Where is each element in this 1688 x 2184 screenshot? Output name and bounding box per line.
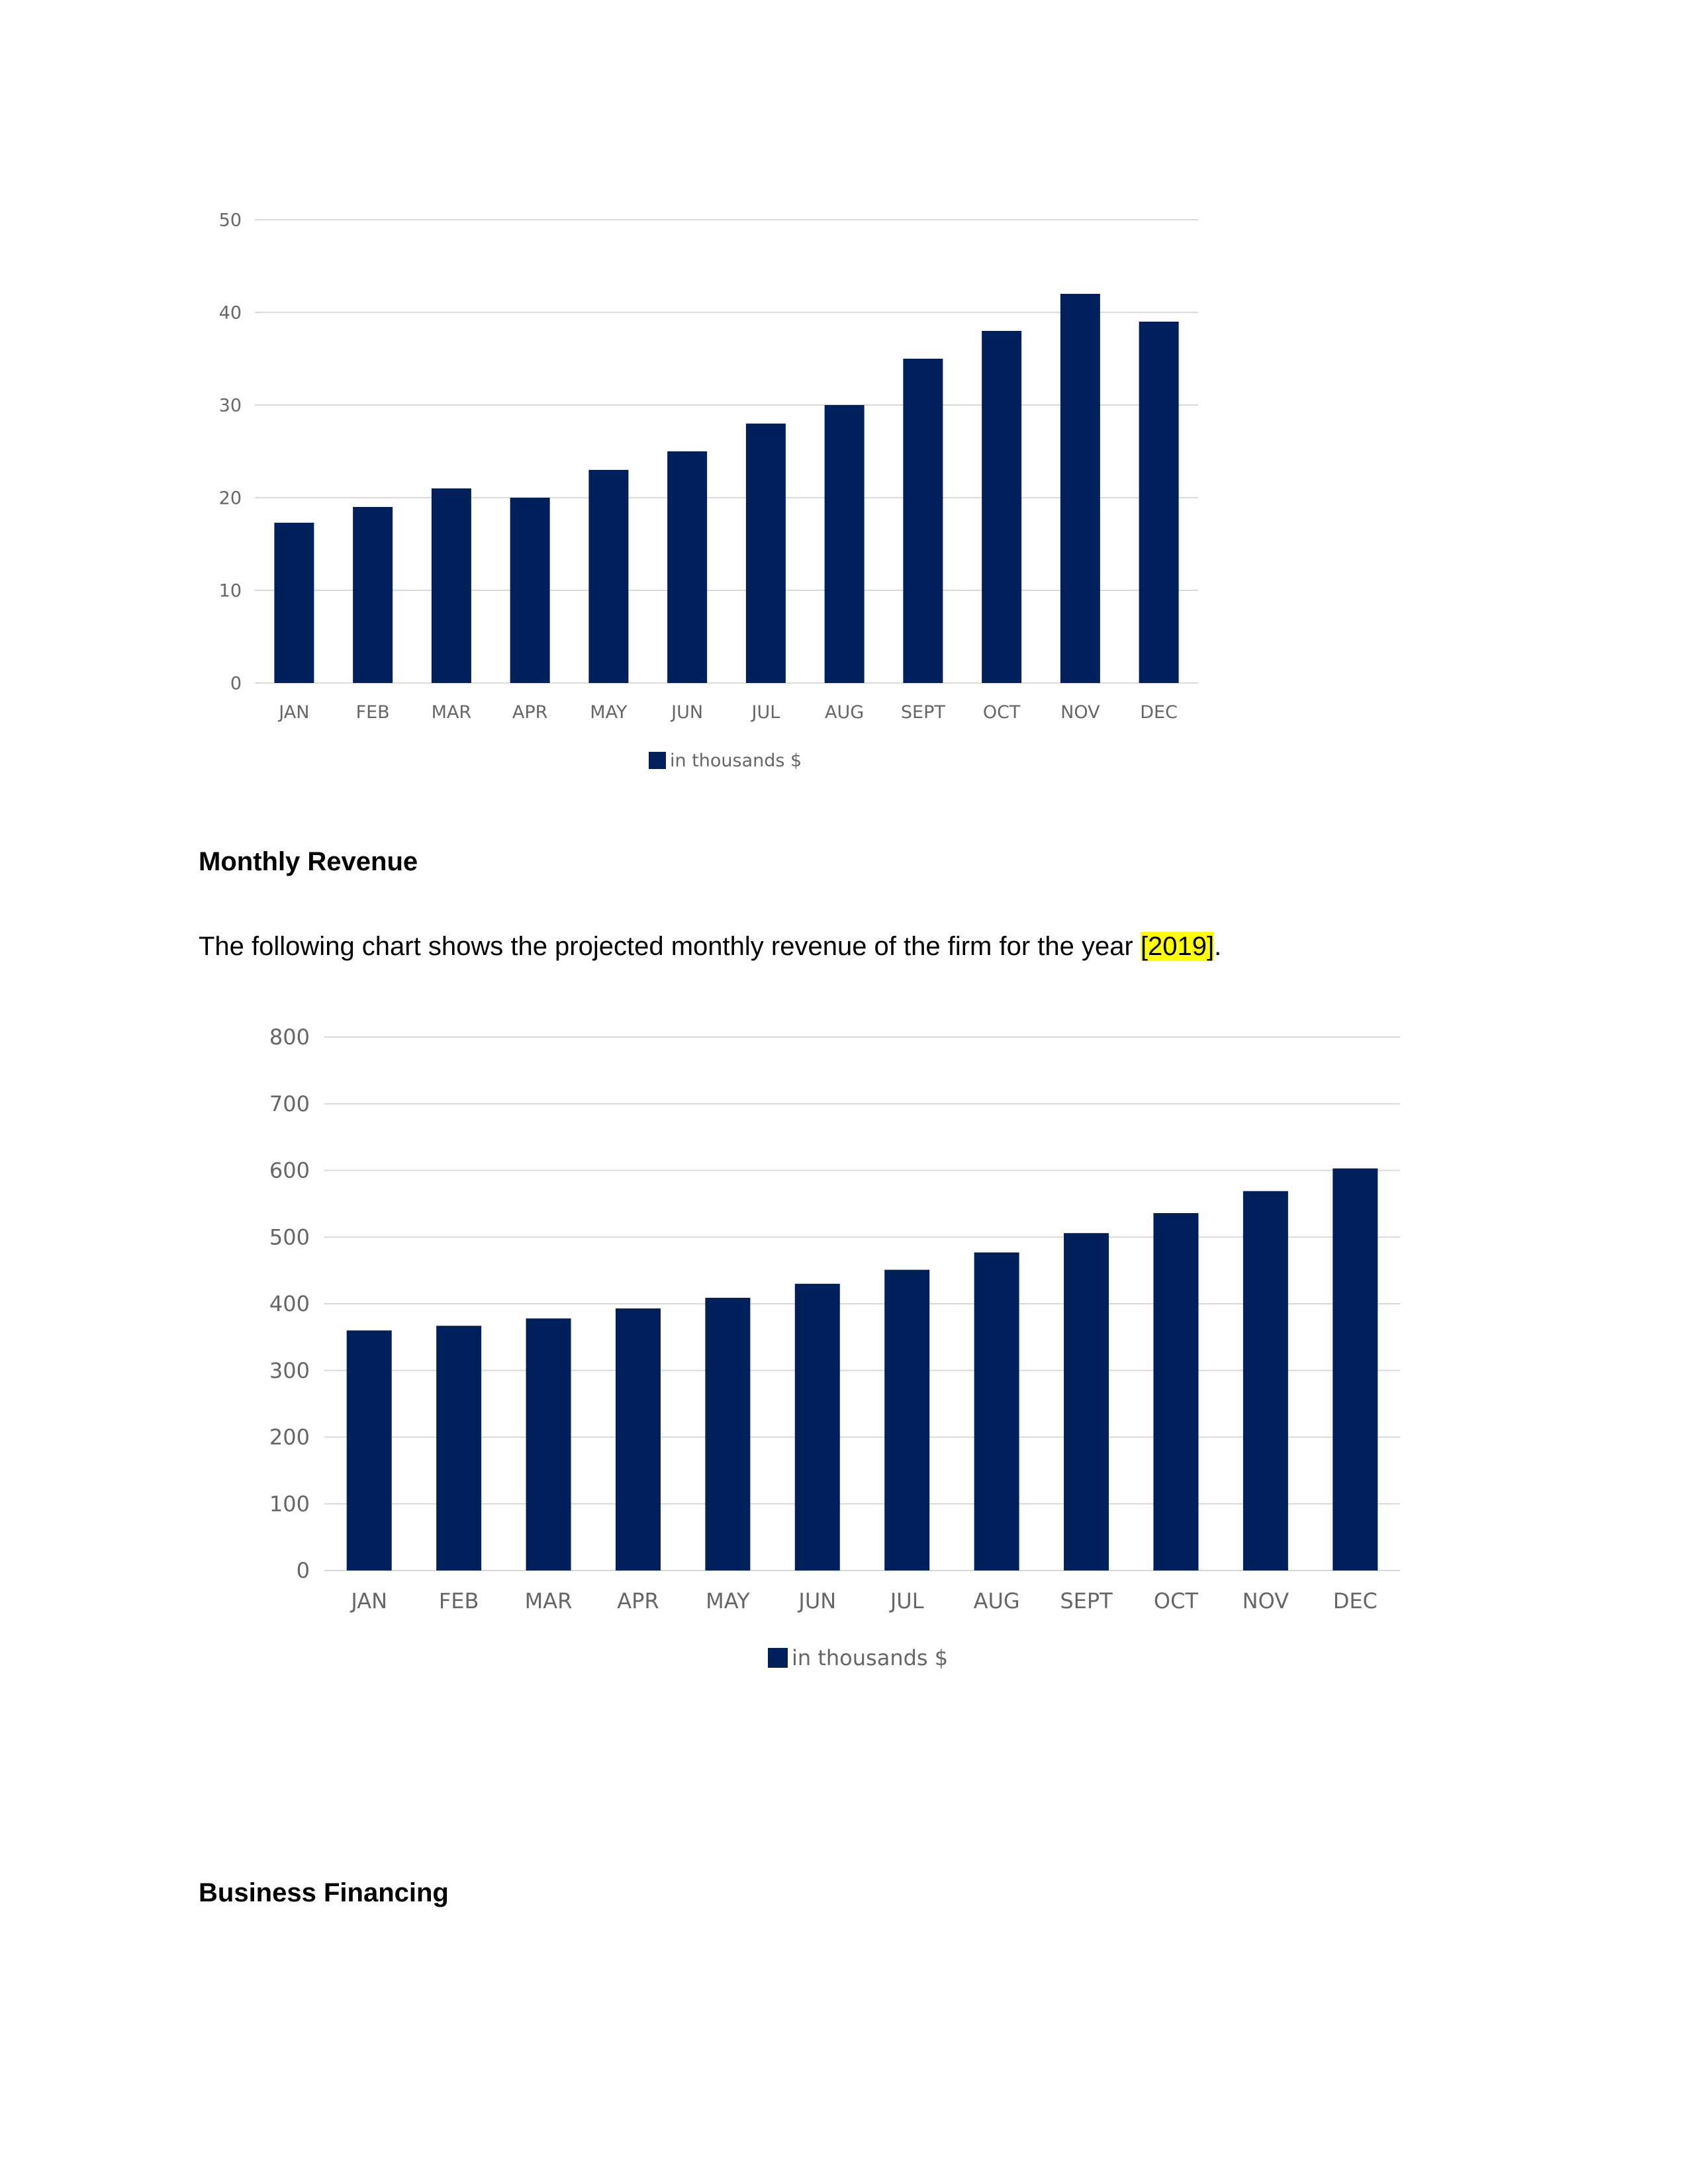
y-tick-label: 200 [269,1424,310,1450]
y-tick-label: 20 [218,488,242,509]
bar-oct [1153,1213,1198,1570]
bar-may [705,1298,750,1570]
x-tick-label: APR [512,702,548,723]
x-tick-label: AUG [973,1588,1020,1614]
x-tick-label: OCT [982,702,1021,723]
legend-label: in thousands $ [670,751,802,771]
x-tick-label: MAY [590,702,628,723]
legend-swatch [768,1648,788,1668]
x-tick-label: JUL [751,702,780,723]
x-tick-label: FEB [438,1588,479,1614]
bar-mar [526,1318,571,1570]
y-tick-label: 10 [218,580,242,602]
y-tick-label: 0 [296,1558,310,1584]
x-tick-label: JAN [351,1588,388,1614]
x-tick-label: FEB [355,702,390,723]
bar-jan [347,1330,392,1570]
bar-feb [436,1326,481,1570]
x-tick-label: OCT [1153,1588,1198,1614]
y-tick-label: 100 [269,1491,310,1517]
revenue-description-end: . [1214,932,1222,961]
x-tick-label: JUL [890,1588,924,1614]
x-tick-label: SEPT [1060,1588,1113,1614]
bar-jul [884,1270,929,1570]
y-tick-label: 40 [218,302,242,324]
revenue-description-text: The following chart shows the projected monthly revenue of the firm for the year [199,932,1141,961]
x-tick-label: DEC [1140,702,1178,723]
y-tick-label: 30 [218,395,242,416]
business-financing-heading: Business Financing [199,1878,449,1907]
bar-jun [795,1284,840,1570]
x-tick-label: MAY [706,1588,750,1614]
x-tick-label: JAN [279,702,310,723]
y-tick-label: 300 [269,1357,310,1383]
x-tick-label: NOV [1060,702,1100,723]
bar-aug [974,1252,1019,1570]
bar-dec [1333,1168,1378,1570]
y-tick-label: 600 [269,1158,310,1183]
bar-sept [1064,1233,1109,1570]
y-tick-label: 800 [269,1024,310,1050]
x-tick-label: SEPT [900,702,945,723]
year-highlight: [2019] [1140,932,1215,961]
bar-apr [616,1308,661,1570]
bar-nov [1243,1191,1288,1570]
legend [768,1645,948,1670]
x-tick-label: JUN [671,702,704,723]
y-tick-label: 50 [218,210,242,231]
x-tick-label: AUG [825,702,865,723]
legend-label: in thousands $ [792,1645,949,1670]
x-tick-label: MAR [524,1588,573,1614]
x-tick-label: DEC [1333,1588,1378,1614]
y-tick-label: 400 [269,1291,310,1317]
x-tick-label: NOV [1242,1588,1289,1614]
y-tick-label: 0 [230,673,242,694]
x-tick-label: JUN [798,1588,837,1614]
y-tick-label: 700 [269,1091,310,1116]
x-tick-label: APR [617,1588,659,1614]
monthly-revenue-heading: Monthly Revenue [199,847,418,876]
x-tick-label: MAR [431,702,472,723]
y-tick-label: 500 [269,1224,310,1250]
